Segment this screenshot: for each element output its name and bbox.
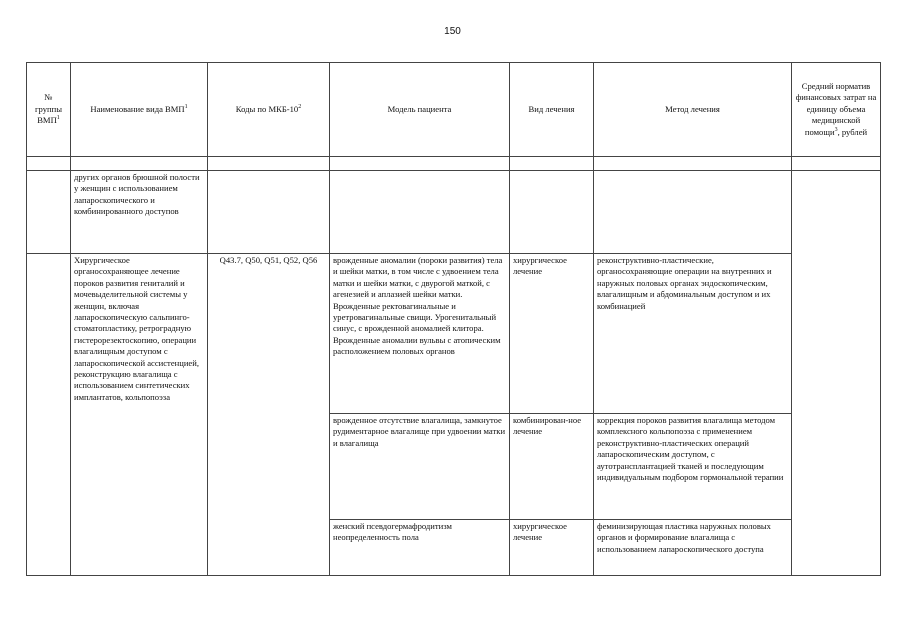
spacer-cell (208, 157, 330, 171)
header-treatment-method: Метод лечения (594, 63, 792, 157)
vmp-table (26, 62, 881, 576)
avg-cost-cell (792, 171, 881, 576)
cont-vmp-name-cell: других органов брюшной полости у женщин с использованием лапароскопического и комбинированного доступов (71, 171, 208, 254)
group-no-cell (27, 254, 71, 576)
spacer-row (27, 157, 881, 171)
treatment-method-cell: коррекция пороков развития влагалища методом комплексного кольпопоэза с применением реконструктивно-пластических операций лапароскопическим доступом, с аутотрансплантацией тканей и последующим индивидуальным подбором гормональной терапии (594, 414, 792, 520)
spacer-cell (27, 157, 71, 171)
patient-model-cell: врожденные аномалии (пороки развития) тела и шейки матки, в том числе с удвоением тела матки и шейки матки, с двурогой маткой, с агенезией и аплазией шейки матки. Врожденные ректовагинальные и уретровагинальные свищи. Урогенитальный синус, с врожденной аномалией клитора. Врожденные аномалии вульвы с атопическим расположением половых органов (330, 254, 510, 414)
continuation-row (27, 171, 881, 254)
treatment-type-cell: хирургическое лечение (510, 520, 594, 576)
header-avg-cost: Средний норматив финансовых затрат на единицу объема медицинской помощи$^3$, рублей (792, 63, 881, 157)
header-vmp-name: Наименование вида ВМП$^1$ (71, 63, 208, 157)
treatment-type-cell: хирургическое лечение (510, 254, 594, 414)
cont-icd-codes-cell (208, 171, 330, 254)
treatment-type-cell: комбинирован-ное лечение (510, 414, 594, 520)
header-icd-codes: Коды по МКБ-$10^2$ (208, 63, 330, 157)
header-group-no: № группы ВМП$^1$ (27, 63, 71, 157)
cont-group-no-cell (27, 171, 71, 254)
patient-model-cell: врожденное отсутствие влагалища, замкнутое рудиментарное влагалище при удвоении матки и влагалища (330, 414, 510, 520)
page-number: 150 (444, 26, 461, 37)
spacer-cell (330, 157, 510, 171)
header-treatment-type: Вид лечения (510, 63, 594, 157)
header-row (27, 63, 881, 157)
spacer-cell (71, 157, 208, 171)
patient-model-cell: женский псевдогермафродитизм неопределенность пола (330, 520, 510, 576)
treatment-method-cell: феминизирующая пластика наружных половых органов и формирование влагалища с использованием лапароскопического доступа (594, 520, 792, 576)
spacer-cell (594, 157, 792, 171)
table-row (27, 254, 881, 414)
vmp-name-cell: Хирургическое органосохраняющее лечение пороков развития гениталий и мочевыделительной системы у женщин, включая лапароскопическую сальпинго-стоматопластику, ретроградную гистерорезектоскопию, операции влагалищным доступом с лапароскопической ассистенцией, реконструкцию влагалища с использованием синтетических имплантатов, кольпопоэза (71, 254, 208, 576)
header-patient-model: Модель пациента (330, 63, 510, 157)
treatment-method-cell: реконструктивно-пластические, органосохраняющие операции на внутренних и наружных половых органах эндоскопическим, влагалищным и абдоминальным доступом и их комбинацией (594, 254, 792, 414)
cont-patient-model-cell (330, 171, 510, 254)
spacer-cell (792, 157, 881, 171)
icd-codes-cell: Q43.7, Q50, Q51, Q52, Q56 (208, 254, 330, 576)
spacer-cell (510, 157, 594, 171)
cont-treatment-method-cell (594, 171, 792, 254)
cont-treatment-type-cell (510, 171, 594, 254)
